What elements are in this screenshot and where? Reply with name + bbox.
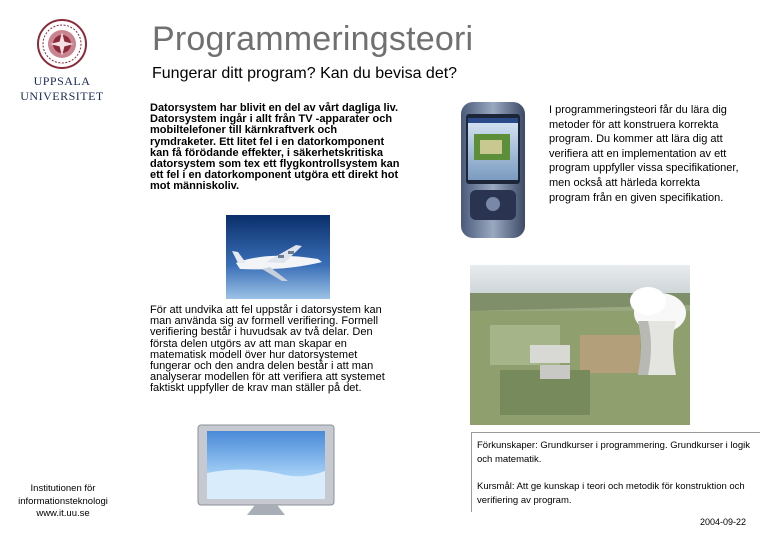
logo-name-line2: UNIVERSITET <box>20 89 104 103</box>
mobile-phone-icon <box>458 100 528 240</box>
university-logo <box>12 14 112 103</box>
airplane-image <box>226 215 330 304</box>
intro-paragraph: Datorsystem har blivit en del av vårt dagliga liv. Datorsystem ingår i allt från TV -apparater och mobiltelefoner till kärnkraftverk och rymdraketer. Ett litet fel i en datorkomponent kan få förödande effekter, i säkerhetskritiska datorsystem som tex ett flygkontrollsystem kan ett fel i en datorkomponent utgöra ett direkt hot mot människoliv. <box>150 102 400 193</box>
institution-line2: informationsteknologi <box>18 495 108 507</box>
institution-info <box>8 483 118 521</box>
power-plant-image <box>470 265 690 430</box>
date-label: 2004-09-22 <box>700 517 747 527</box>
verification-paragraph: För att undvika att fel uppstår i datorsystem kan man använda sig av formell verifiering. Formell verifiering består i huvudsak av två delar. Den första delen utgörs av att man skapar en matematisk modell över hur datorsystemet fungerar och den andra delen består i att man analyserar modellen för att verifiera att systemet faktiskt uppfyller de krav man ställer på det. <box>150 304 385 395</box>
power-plant-icon <box>470 265 690 425</box>
prerequisites-text: Förkunskaper: Grundkurser i programmering. Grundkurser i logik och matematik. <box>477 440 750 465</box>
course-goal-text: Kursmål: Att ge kunskap i teori och metodik för konstruktion och verifiering av program. <box>477 481 745 506</box>
institution-url[interactable]: www.it.uu.se <box>36 508 90 519</box>
university-seal-icon <box>12 14 112 74</box>
page-title: Programmeringsteori <box>152 20 474 58</box>
course-description: I programmeringsteori får du lära dig metoder för att konstruera korrekta program. Du kommer att lära dig att verifiera att en implementation av ett program uppfyller vissa specifikationer, men också att härleda korrekta program från en given specifikation. <box>549 104 739 204</box>
institution-line1: Institutionen för <box>30 483 96 494</box>
logo-name-line1: UPPSALA <box>33 74 91 88</box>
airplane-icon <box>226 215 330 299</box>
flat-tv-icon <box>195 423 337 517</box>
mobile-phone-image <box>458 100 528 245</box>
page-subtitle: Fungerar ditt program? Kan du bevisa det? <box>152 65 458 82</box>
prerequisites-box <box>471 432 760 512</box>
tv-image <box>195 423 337 522</box>
